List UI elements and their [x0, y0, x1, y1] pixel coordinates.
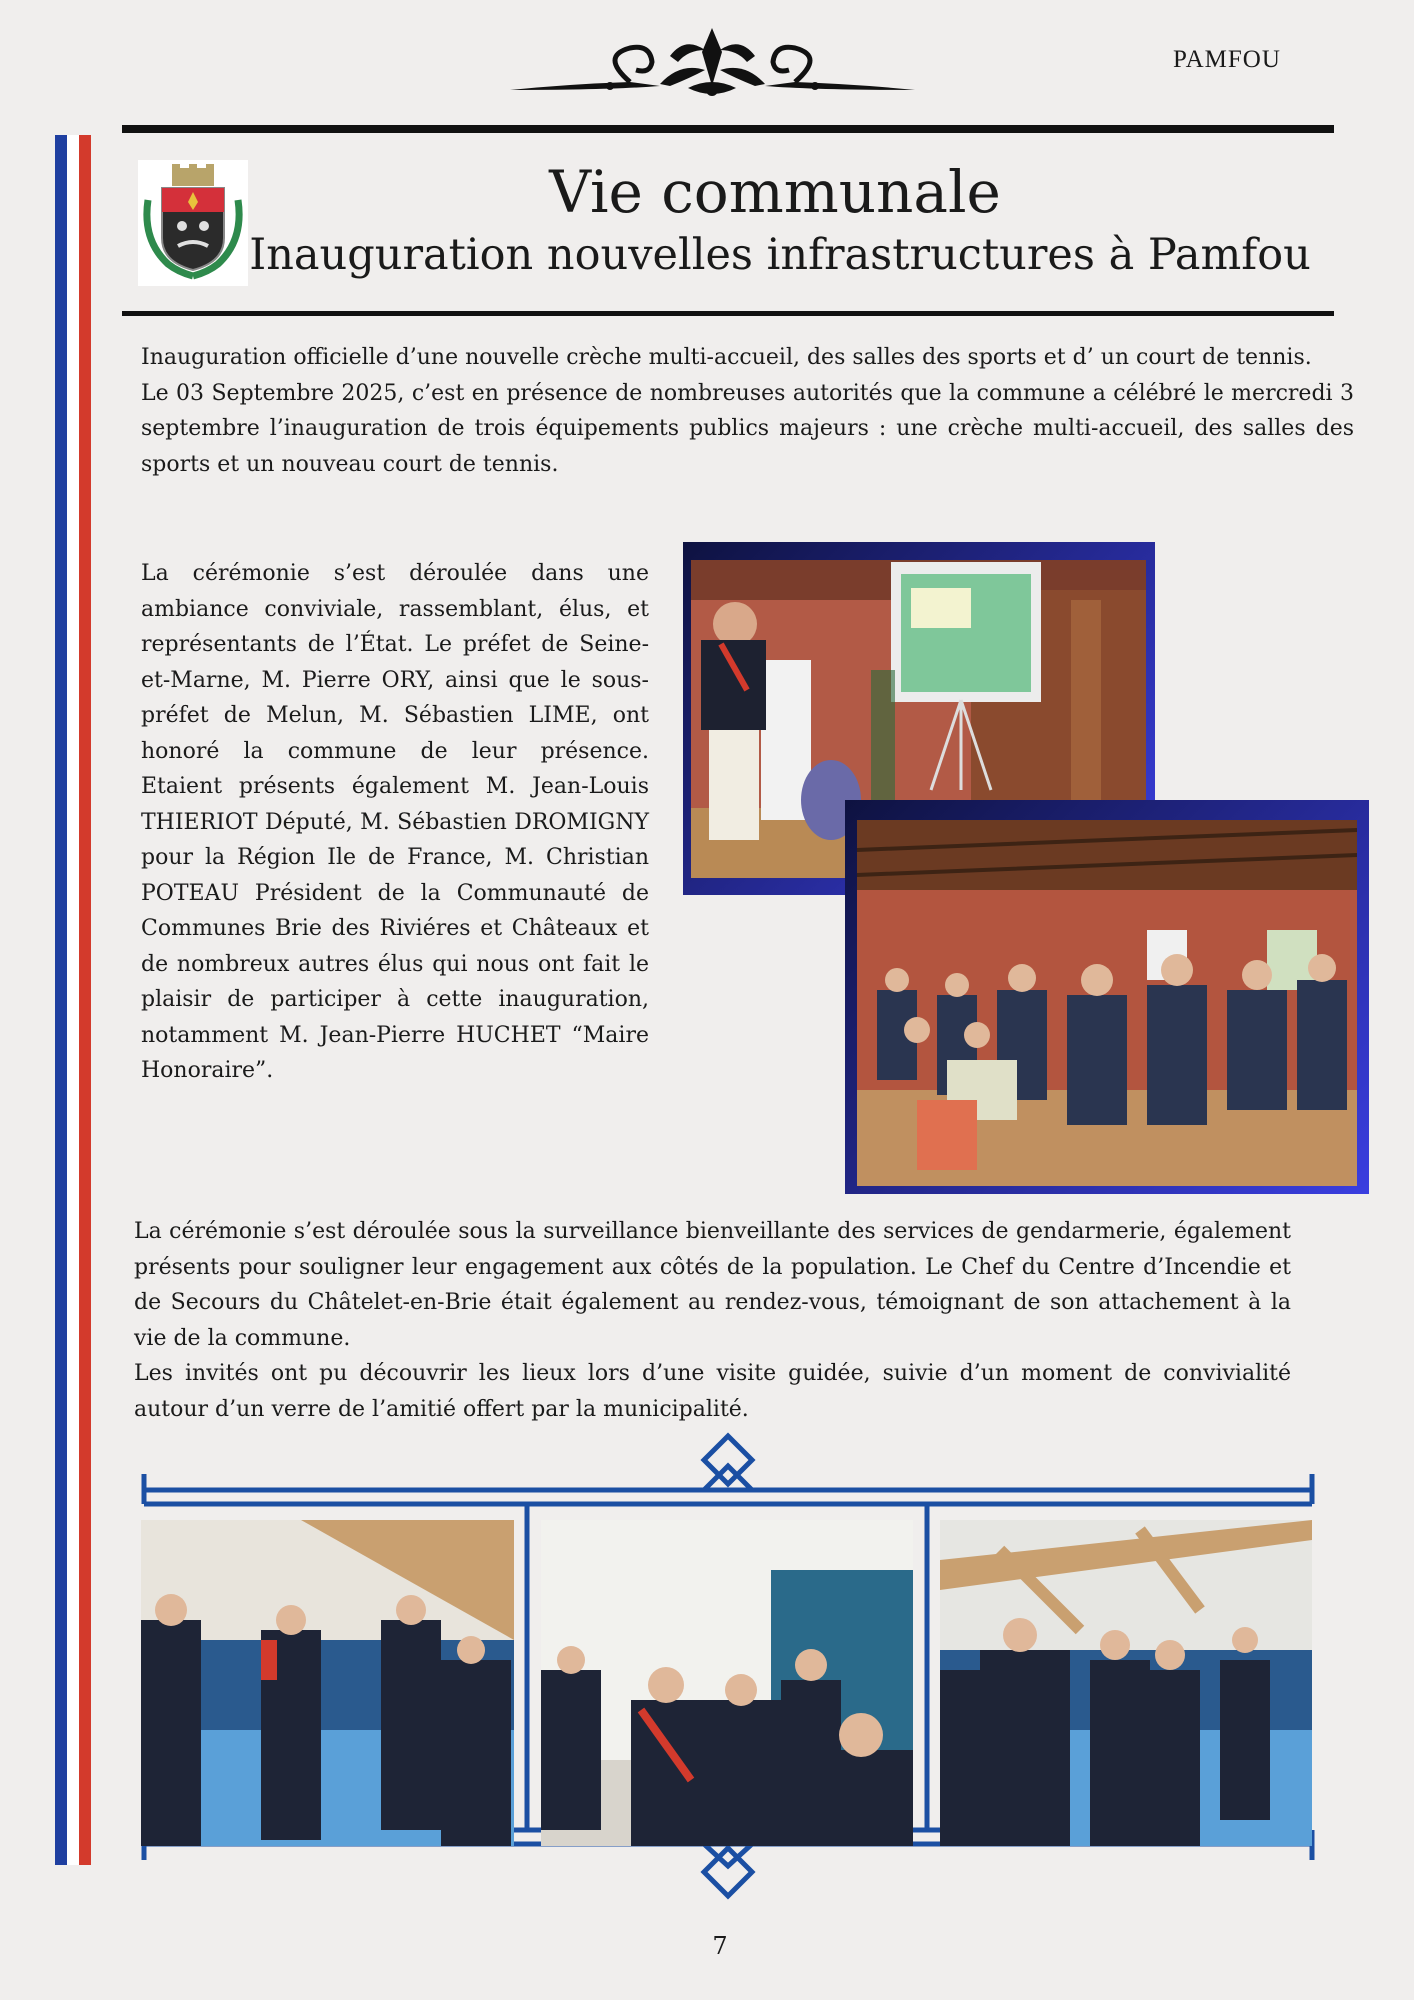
closing-paragraph: La cérémonie s’est déroulée sous la surveillance bienveillante des services de gendarmerie, également présents pour souligner leur engagement aux côtés de la population. Le Chef du Centre d’Incendie et de Secours du Châtelet-en-Brie était également au rendez-vous, témoignant de son attachement à la vie de la commune. Les invités ont pu découvrir les lieux lors d’une visite guidée, suivie d’un moment de convivialité autour d’un verre de l’amitié offert par la municipalité.	[134, 1219, 1291, 1422]
ceremony-paragraph: La cérémonie s’est déroulée dans une ambiance conviviale, rassemblant, élus, et représentants de l’État. Le préfet de Seine-et-Marne, M. Pierre ORY, ainsi que le sous-préfet de Melun, M. Sébastien LIME, ont honoré la commune de leur présence. Etaient présents également M. Jean-Louis THIERIOT Député, M. Sébastien DROMIGNY pour la Région Ile de France, M. Christian POTEAU Président de la Communauté de Communes Brie des Riviéres et Châteaux et de nombreux autres élus qui nous ont fait le plaisir de participer à cette inauguration, notamment M. Jean-Pierre HUCHET “Maire Honoraire”.	[141, 561, 649, 1083]
gallery-photo-1	[141, 1520, 514, 1846]
flag-stripe-red	[79, 135, 91, 1865]
flag-stripe-blue	[55, 135, 67, 1865]
page-subtitle: Inauguration nouvelles infrastructures à Pamfou	[249, 230, 1311, 280]
photo-sports-hall-visit	[141, 1520, 514, 1846]
flourish-ornament-icon	[510, 26, 915, 100]
intro-paragraph: Inauguration officielle d’une nouvelle crèche multi-accueil, des salles des sports et d’ un court de tennis. Le 03 Septembre 2025, c’est en présence de nombreuses autorités que la commune a célébré le mercredi 3 septembre l’inauguration de trois équipements publics majeurs : une crèche multi-accueil, des salles des sports et un nouveau court de tennis.	[141, 345, 1354, 477]
photo-sports-room-visit	[940, 1520, 1312, 1846]
header-rule-top	[122, 125, 1334, 133]
pamfou-coat-of-arms-icon	[138, 160, 248, 286]
flag-stripe-white	[67, 135, 79, 1865]
photo-audience-frame	[845, 800, 1369, 1194]
photo-creche-visit	[541, 1520, 913, 1846]
photo-audience	[857, 820, 1357, 1186]
gallery-photo-2	[541, 1520, 913, 1846]
header-rule-bottom	[122, 311, 1334, 316]
page-title: Vie communale	[549, 158, 1001, 226]
city-name: PAMFOU	[1173, 46, 1281, 73]
page-number: 7	[712, 1932, 728, 1960]
gallery-photo-3	[940, 1520, 1312, 1846]
